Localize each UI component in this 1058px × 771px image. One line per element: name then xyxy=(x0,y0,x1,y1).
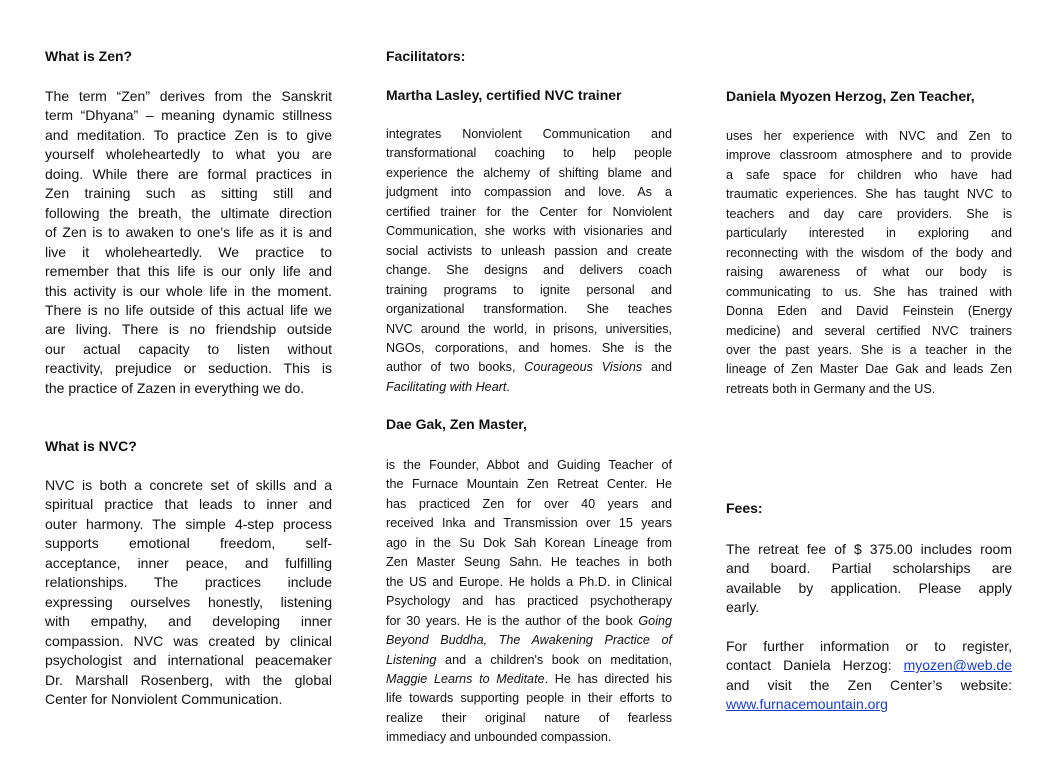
text-line: are living. There is no friendship outside xyxy=(45,321,332,338)
book-title: Going xyxy=(638,613,672,628)
book-title: Maggie Learns to Meditate xyxy=(386,671,545,686)
text-line: for 30 years. He is the author of the book Going xyxy=(386,613,672,628)
facilitators-heading: Facilitators: xyxy=(386,48,466,64)
book-title: Listening xyxy=(386,652,437,667)
text-line: teachers and day care providers. She is xyxy=(726,206,1012,221)
text-line xyxy=(386,631,672,650)
text-line: Donna Eden and David Feinstein (Energy xyxy=(726,304,1012,319)
martha-bio xyxy=(386,125,672,397)
daegak-bio xyxy=(386,456,672,748)
text-line: reconnecting with the wisdom of the body and xyxy=(726,245,1012,260)
text-line: our actual capacity to listen without xyxy=(45,340,332,357)
text-line: early. xyxy=(726,599,760,616)
text-line: yourself wholeheartedly to what you are xyxy=(45,146,332,163)
text-line: realize their original nature of fearless xyxy=(386,710,672,725)
text-line: with empathy, and developing inner xyxy=(45,613,332,630)
text-line: and meditation. To practice Zen is to give xyxy=(45,126,332,143)
text-line: term “Dhyana” – meaning dynamic stillness xyxy=(45,107,332,124)
text-line: lineage of Zen Master Dae Gak and leads Zen xyxy=(726,362,1012,377)
text-line: integrates Nonviolent Communication and xyxy=(386,127,672,141)
text-line: Psychology and has practiced psychotherapy xyxy=(386,594,672,609)
contact-line: contact Daniela Herzog: myozen@web.de xyxy=(726,657,1012,674)
text-line: change. She designs and delivers coach xyxy=(386,263,672,278)
text-line: Zen Master Seung Sahn. He teaches in both xyxy=(386,555,672,570)
text-line: NGOs, corporations, and homes. She is the xyxy=(386,340,672,355)
text-line: The term “Zen” derives from the Sanskrit xyxy=(45,88,332,104)
contact-paragraph xyxy=(726,637,1012,715)
zen-heading: What is Zen? xyxy=(45,48,133,64)
text-line: over the past years. She is a teacher in the xyxy=(726,342,1012,357)
text-line: and board. Partial scholarships are xyxy=(726,560,1012,577)
text-line: the Furnace Mountain Zen Retreat Center. He xyxy=(386,477,672,492)
book-title: Facilitating with Heart xyxy=(386,379,507,394)
fees-paragraph xyxy=(726,540,1012,618)
text-line: remember that this life is our only life and xyxy=(45,263,332,280)
contact-line: For further information or to register, xyxy=(726,638,1012,654)
text-line: improve classroom atmosphere and to provide xyxy=(726,148,1012,163)
website-link[interactable]: www.furnacemountain.org xyxy=(726,696,888,713)
daegak-name: Dae Gak, Zen Master, xyxy=(386,416,527,432)
text-line: psychologist and international peacemaker xyxy=(45,652,332,669)
text-line: retreats both in Germany and the US. xyxy=(726,381,936,396)
book-title: Beyond Buddha, The Awakening Practice of xyxy=(386,633,672,648)
text-line: NVC around the world, in prisons, universities, xyxy=(386,321,672,336)
text-line: organizational transformation. She teaches xyxy=(386,302,672,317)
text-line: of Zen is to awaken to one's life as it is and xyxy=(45,224,332,241)
text-line: following the breath, the ultimate direction xyxy=(45,204,332,221)
text-line: uses her experience with NVC and Zen to xyxy=(726,129,1012,143)
text-line: is the Founder, Abbot and Guiding Teacher of xyxy=(386,458,672,472)
text-line: spiritual practice that leads to inner and xyxy=(45,496,332,513)
martha-name: Martha Lasley, certified NVC trainer xyxy=(386,87,622,103)
text-line: ago in the Su Dok Sah Korean Lineage from xyxy=(386,535,672,550)
text-line: particularly interested in exploring and xyxy=(726,226,1012,241)
text-line: NVC is both a concrete set of skills and a xyxy=(45,477,332,493)
contact-line xyxy=(726,695,1012,714)
text-line: Listening and a children's book on meditation, xyxy=(386,652,672,667)
text-line: Zen training such as sitting still and xyxy=(45,185,332,202)
text-line: this activity is our whole life in the moment. xyxy=(45,282,332,299)
text-line: live it wholeheartedly. We practice to xyxy=(45,243,332,260)
email-link[interactable]: myozen@web.de xyxy=(903,657,1012,674)
text-line: communicating to us. She has trained with xyxy=(726,284,1012,299)
text-line: received Inka and Transmission over 15 years xyxy=(386,516,672,531)
text-line: experience the alchemy of shifting blame and xyxy=(386,165,672,180)
text-line: The retreat fee of $ 375.00 includes room xyxy=(726,541,1012,557)
text-line: outer harmony. The simple 4-step process xyxy=(45,515,332,532)
book-title: Courageous Visions xyxy=(524,360,643,375)
text-line: reactivity, prejudice or seduction. This is xyxy=(45,360,332,377)
text-line: expressing ourselves honestly, listening xyxy=(45,593,332,610)
text-line: relationships. The practices include xyxy=(45,574,332,591)
text-line: Communication, she works with visionaries and xyxy=(386,224,672,239)
text-line: There is no life outside of this actual life we xyxy=(45,301,332,318)
text-line: judgment into compassion and love. As a xyxy=(386,185,672,200)
text-line: available by application. Please apply xyxy=(726,579,1012,596)
text-line: certified trainer for the Center for Nonviolent xyxy=(386,204,672,219)
text-line: the practice of Zazen in everything we do. xyxy=(45,379,305,396)
text-line: the US and Europe. He holds a Ph.D. in Clinical xyxy=(386,574,672,589)
text-line: a safe space for children who have had xyxy=(726,167,1012,182)
nvc-heading: What is NVC? xyxy=(45,438,137,454)
text-line: social activists to unleash passion and create xyxy=(386,243,672,258)
text-line: transformational coaching to help people xyxy=(386,146,672,161)
nvc-paragraph xyxy=(45,476,332,709)
text-line: raising awareness of what our body is xyxy=(726,265,1012,280)
text-line: acceptance, inner peace, and fulfilling xyxy=(45,554,332,571)
fees-heading: Fees: xyxy=(726,500,763,516)
text-line: Maggie Learns to Meditate. He has directed his xyxy=(386,671,672,686)
text-line: compassion. NVC was created by clinical xyxy=(45,632,332,649)
text-line: supports emotional freedom, self- xyxy=(45,535,332,552)
text-line: Facilitating with Heart. xyxy=(386,379,510,394)
daniela-name: Daniela Myozen Herzog, Zen Teacher, xyxy=(726,88,975,104)
text-line: author of two books, Courageous Visions and xyxy=(386,360,672,375)
contact-line: and visit the Zen Center’s website: xyxy=(726,676,1012,693)
text-line: life towards supporting people in their efforts to xyxy=(386,691,672,706)
text-line: training programs to ignite personal and xyxy=(386,282,672,297)
text-line: immediacy and unbounded compassion. xyxy=(386,730,612,745)
daniela-bio xyxy=(726,127,1012,399)
text-line: doing. While there are formal practices in xyxy=(45,165,332,182)
text-line: Center for Nonviolent Communication. xyxy=(45,690,283,707)
zen-paragraph xyxy=(45,87,332,398)
text-line: Dr. Marshall Rosenberg, with the global xyxy=(45,671,332,688)
text-line: traumatic experiences. She has taught NVC to xyxy=(726,187,1012,202)
text-line: has practiced Zen for over 40 years and xyxy=(386,496,672,511)
text-line: medicine) and several certified NVC trainers xyxy=(726,323,1012,338)
